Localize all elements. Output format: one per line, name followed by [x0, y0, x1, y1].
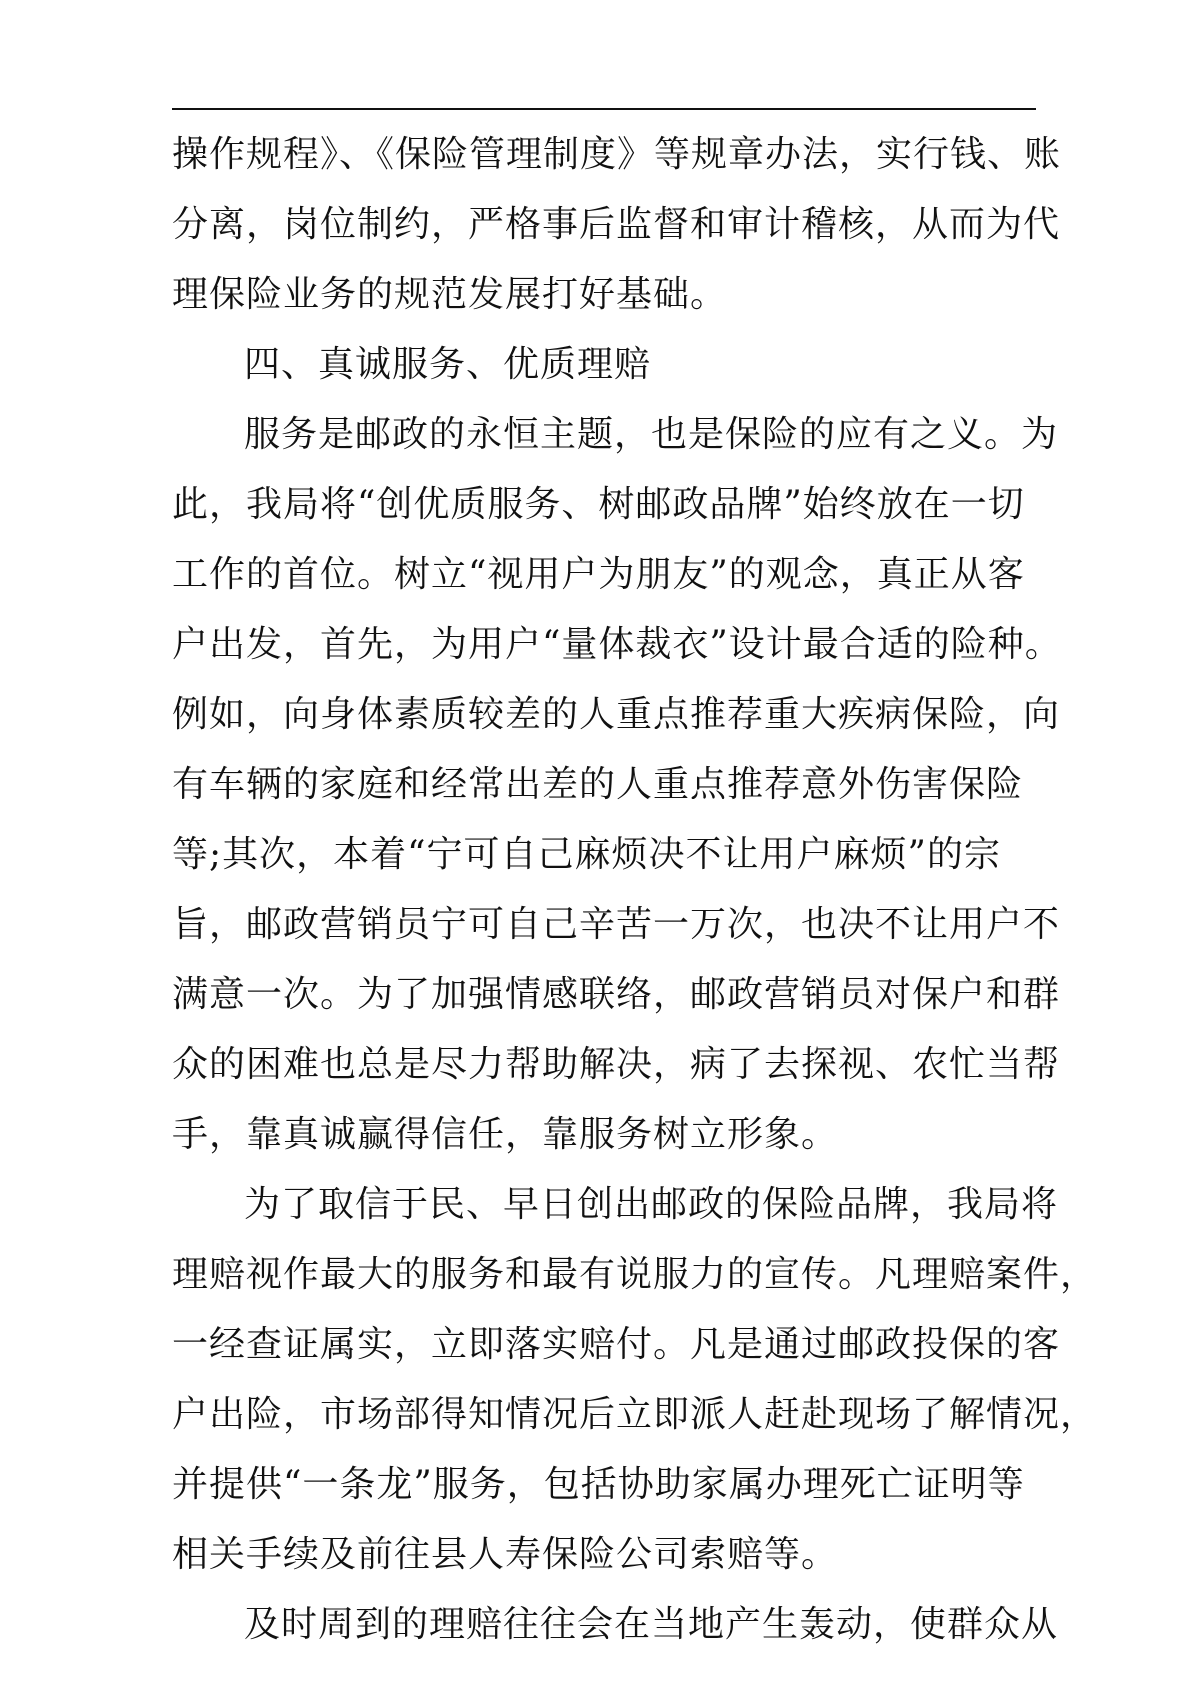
text-line: 一经查证属实，立即落实赔付。凡是通过邮政投保的客 — [172, 1324, 1061, 1365]
text-line: 旨，邮政营销员宁可自己辛苦一万次，也决不让用户不 — [172, 904, 1061, 945]
text-line: 手，靠真诚赢得信任，靠服务树立形象。 — [172, 1114, 839, 1155]
text-line: 相关手续及前往县人寿保险公司索赔等。 — [172, 1534, 839, 1575]
text-line: 理赔视作最大的服务和最有说服力的宣传。凡理赔案件， — [172, 1254, 1098, 1295]
text-line: 工作的首位。树立“视用户为朋友”的观念，真正从客 — [172, 554, 1025, 595]
text-line: 满意一次。为了加强情感联络，邮政营销员对保户和群 — [172, 974, 1061, 1015]
text-line: 理保险业务的规范发展打好基础。 — [172, 274, 728, 315]
text-line: 操作规程》、《保险管理制度》等规章办法，实行钱、账 — [172, 134, 1062, 175]
text-line: 例如，向身体素质较差的人重点推荐重大疾病保险，向 — [172, 694, 1061, 735]
text-line: 服务是邮政的永恒主题，也是保险的应有之义。为 — [244, 414, 1059, 455]
text-line: 户出发，首先，为用户“量体裁衣”设计最合适的险种。 — [172, 624, 1062, 665]
text-line: 为了取信于民、早日创出邮政的保险品牌，我局将 — [244, 1184, 1059, 1225]
text-line: 众的困难也总是尽力帮助解决，病了去探视、农忙当帮 — [172, 1044, 1061, 1085]
document-body — [172, 120, 1098, 1660]
text-line: 此，我局将“创优质服务、树邮政品牌”始终放在一切 — [172, 484, 1025, 525]
header-rule — [172, 108, 1036, 110]
text-line: 等;其次，本着“宁可自己麻烦决不让用户麻烦”的宗 — [172, 834, 1001, 875]
text-line: 分离，岗位制约，严格事后监督和审计稽核，从而为代 — [172, 204, 1061, 245]
text-line: 并提供“一条龙”服务，包括协助家属办理死亡证明等 — [172, 1464, 1025, 1505]
text-line: 户出险，市场部得知情况后立即派人赶赴现场了解情况， — [172, 1394, 1098, 1435]
text-line: 及时周到的理赔往往会在当地产生轰动，使群众从 — [244, 1604, 1059, 1645]
section-heading: 四、真诚服务、优质理赔 — [244, 344, 652, 385]
text-line: 有车辆的家庭和经常出差的人重点推荐意外伤害保险 — [172, 764, 1024, 805]
